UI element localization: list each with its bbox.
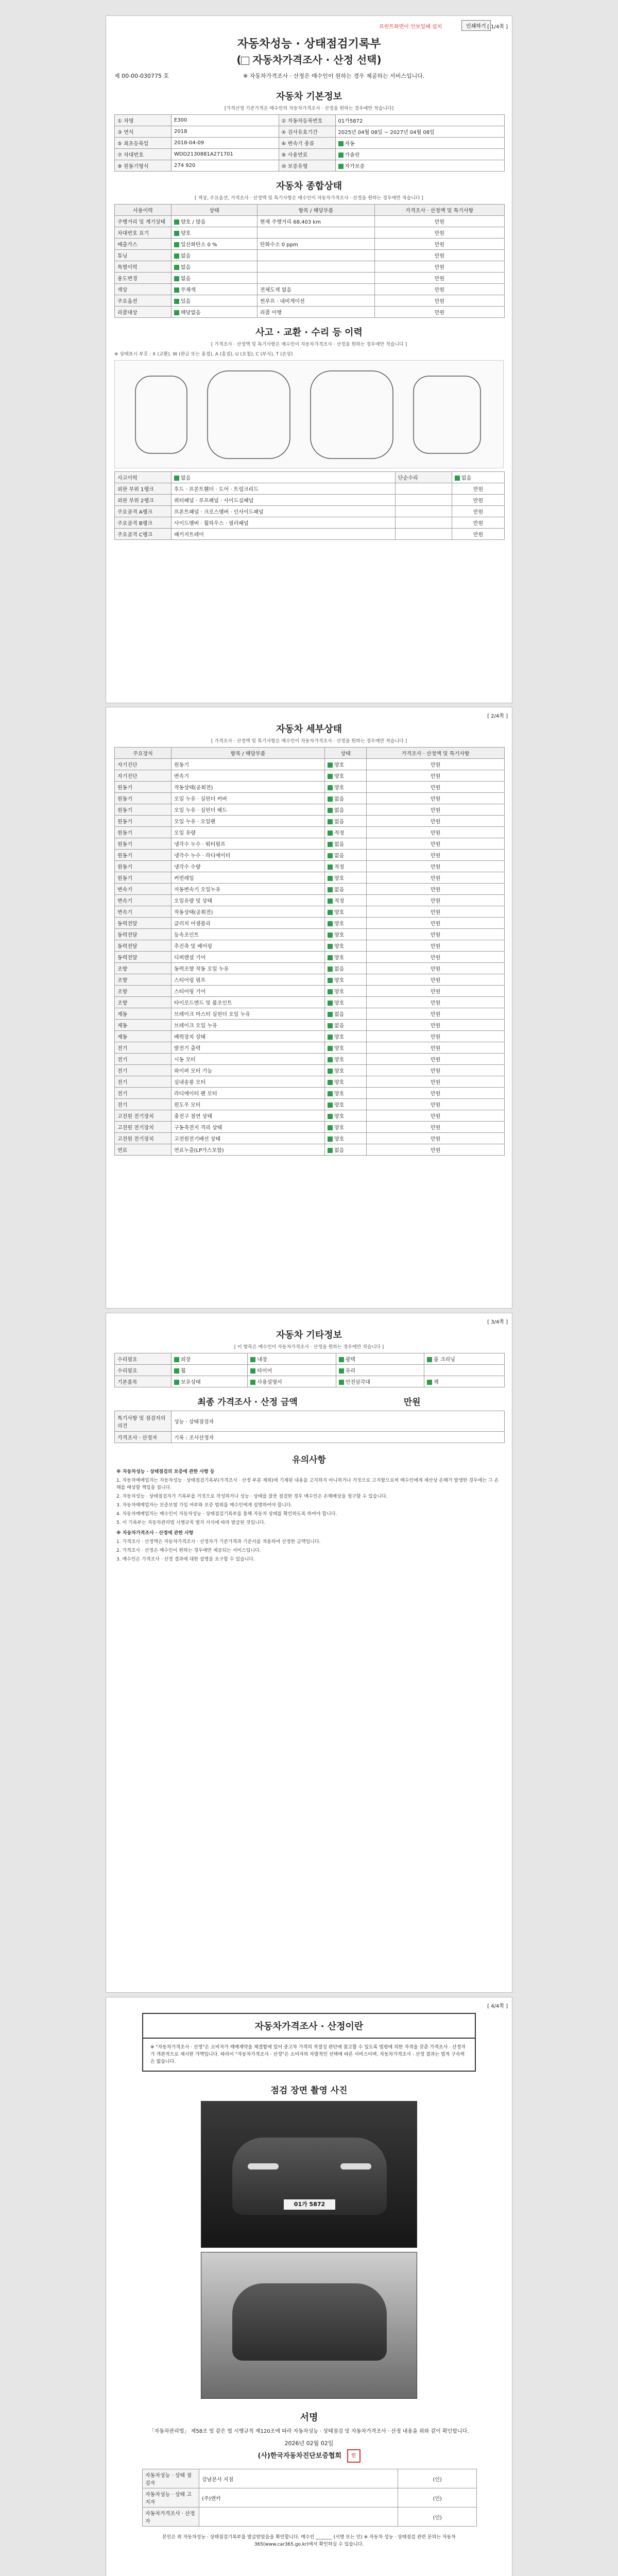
table-row: 연료 연료누출(LP가스포함) 없음 만원 [115,1144,505,1156]
checkbox-checked[interactable] [328,933,333,938]
table-row: 용도변경 없음 만원 [115,273,505,284]
signature-date: 2026년 02월 02일 [284,2440,334,2447]
table-row: 자기진단 변속기 양호 만원 [115,770,505,782]
car-diagram [114,360,504,468]
table-row: ⑨ 원동기형식 274 920 ⑩ 보증유형 자가보증 [115,160,505,172]
notice-item: 2. 자동차성능 · 상태점검자가 기록부를 거짓으로 작성하거나 성능 · 상태를 잘못 점검한 경우 매수인은 손해배상을 청구할 수 있습니다. [116,1494,388,1499]
checkbox-checked[interactable] [339,1380,344,1385]
table-row: 조향 타이로드엔드 및 볼조인트 양호 만원 [115,997,505,1008]
checkbox-checked[interactable] [339,1368,344,1374]
final-price-title: 최종 가격조사 · 산정 금액 만원 [197,1397,421,1408]
page-number: [ 2/4쪽 ] [487,714,508,719]
table-row: 변속기 오일유량 및 상태 적정 만원 [115,895,505,906]
checkbox-checked[interactable] [328,1103,333,1108]
checkbox-checked[interactable] [174,476,179,481]
checkbox-checked[interactable] [174,310,179,315]
car-outline-diagram [115,361,504,468]
checkbox-checked[interactable] [174,299,179,304]
page-number: [ 4/4쪽 ] [487,2004,508,2009]
checkbox-checked[interactable] [338,152,344,158]
checkbox-checked[interactable] [328,1023,333,1028]
table-row: 조향 스티어링 기어 양호 만원 [115,986,505,997]
checkbox-checked[interactable] [328,842,333,847]
other-info-subtitle: [ 이 항목은 매수인이 자동차가격조사 · 산정을 원하는 경우에만 적습니다 ] [234,1345,384,1350]
checkbox-checked[interactable] [174,287,179,293]
table-row: 원동기 커먼레일 양호 만원 [115,872,505,884]
table-row: 주요골격 C랭크 패키지트레이 만원 [115,529,505,540]
checkbox-checked[interactable] [174,1357,179,1362]
car-rear-view [414,376,480,453]
table-row: 외판 부위 1랭크 후드 · 프론트휀더 · 도어 · 트렁크리드 만원 [115,483,505,495]
checkbox-checked[interactable] [174,231,179,236]
checkbox-checked[interactable] [328,819,333,824]
checkbox-checked[interactable] [328,967,333,972]
table-row: 전기 실내송풍 모터 양호 만원 [115,1076,505,1088]
checkbox-checked[interactable] [328,1125,333,1130]
overall-status-title: 자동차 종합상태 [276,181,342,192]
car-front-view [135,376,187,453]
table-row: 주요골격 A랭크 프론트패널 · 크로스멤버 · 인사이드패널 만원 [115,506,505,517]
document-subtitle-text: 자동차가격조사 · 산정 선택 [252,54,377,66]
checkbox-checked[interactable] [328,944,333,949]
checkbox-checked[interactable] [328,831,333,836]
checkbox-checked[interactable] [328,910,333,915]
checkbox-checked[interactable] [174,1368,179,1374]
table-row: 주요골격 B랭크 사이드멤버 · 휠하우스 · 필러패널 만원 [115,517,505,529]
inspection-photo-title: 점검 장면 촬영 사진 [270,2086,348,2096]
document-subtitle: ( 자동차가격조사 · 산정 선택) [236,54,382,66]
final-price-table [114,1411,505,1443]
checkbox-checked[interactable] [250,1368,255,1374]
table-row: 원동기 오일 누유 · 실린더 헤드 없음 만원 [115,804,505,816]
table-row: 자동차성능 · 상태 점검자 강남본사 지점 (인) [143,2469,477,2488]
accident-history-subtitle: [ 가격조사 · 산정액 및 특기사항은 매수인이 자동차가격조사 · 산정을 원하는 경우에만 적습니다 ] [211,342,407,347]
table-row: ⑦ 차대번호 WDD2130881A271701 ⑧ 사용연료 가솔린 [115,149,505,160]
checkbox-checked[interactable] [328,921,333,926]
table-row: 리콜대상 해당없음 리콜 이행 만원 [115,307,505,318]
checkbox-checked[interactable] [328,853,333,858]
table-row: 주요옵션 있음 썬루프 · 내비게이션 만원 [115,295,505,307]
table-row: 고전원 전기장치 고전원전기배선 상태 양호 만원 [115,1133,505,1144]
table-row: 원동기 냉각수 누수 · 라디에이터 없음 만원 [115,850,505,861]
table-row: 배출가스 일산화탄소 0 % 탄화수소 0 ppm 만원 [115,239,505,250]
table-row: 특별이력 없음 만원 [115,261,505,273]
table-row: ⑤ 최초등록일 2018-04-09 ⑥ 변속기 종류 자동 [115,138,505,149]
table-row: 외판 부위 2랭크 쿼터패널 · 루프패널 · 사이드실패널 만원 [115,495,505,506]
signer-table [142,2469,477,2527]
signature-title: 서명 [300,2412,318,2423]
notice-item: 1. 자동차매매업자는 자동차성능 · 상태점검기록부(가격조사 · 산정 부분 제외)에 기재된 내용을 고지하지 아니하거나 거짓으로 고지함으로써 매수인에게 재산상 손해가 발생한 경우에는 그 손해를 배상할 책임을 집니다. [116,1478,499,1490]
table-row: 차대번호 표기 양호 만원 [115,227,505,239]
table-row: 원동기 오일 누유 · 오일팬 없음 만원 [115,816,505,827]
checkbox-checked[interactable] [328,1080,333,1085]
other-info-table [114,1353,505,1387]
checkbox-checked[interactable] [328,955,333,960]
page-number: [ 3/4쪽 ] [487,1319,508,1325]
table-row: 조향 동력조향 작동 오일 누유 없음 만원 [115,963,505,974]
notice-item: 4. 자동차매매업자는 매수인이 자동차성능 · 상태점검기록부를 통해 자동차 상태를 확인하도록 하여야 합니다. [116,1512,337,1517]
signature-organization: (사)한국자동차진단보증협회 인 [106,2449,512,2463]
table-row: 전기 윈도우 모터 양호 만원 [115,1099,505,1110]
table-row: 고전원 전기장치 구동축전지 격리 상태 양호 만원 [115,1122,505,1133]
overall-status-subtitle: [ 색상, 주요옵션, 가격조사 · 산정액 및 특기사항은 매수인이 자동차가격조사 · 산정을 원하는 경우에만 적습니다 ] [195,196,423,201]
checkbox-checked[interactable] [174,265,179,270]
checkbox-checked[interactable] [328,1035,333,1040]
headlamp-right [340,2163,371,2170]
document-number: 제 00-00-030775 호 [114,73,169,79]
table-row: ① 차명 E300 ② 자동차등록번호 01가5872 [115,115,505,126]
notice-item: 3. 자동차매매업자는 보증보험 가입 여부와 보증 범위를 매수인에게 설명하여야 합니다. [116,1503,293,1508]
table-row: 동력전달 추진축 및 베어링 양호 만원 [115,940,505,952]
checkbox-checked[interactable] [174,242,179,247]
checkbox-checked[interactable] [328,865,333,870]
seal-stamp-icon: 인 [347,2449,360,2463]
notice-body [116,1468,502,1563]
table-row: 자기진단 원동기 양호 만원 [115,759,505,770]
table-row: 제동 브레이크 마스터 실린더 오일 누유 없음 만원 [115,1008,505,1020]
table-row: 전기 와이퍼 모터 기능 양호 만원 [115,1065,505,1076]
notice-heading: ※ 자동차성능 · 상태점검의 보증에 관한 사항 등 [116,1469,215,1475]
document-title: 자동차성능 · 상태점검기록부 [237,38,381,50]
table-row: 색상 무채색 전체도색 없음 만원 [115,284,505,295]
table-row: 전기 라디에이터 팬 모터 양호 만원 [115,1088,505,1099]
checkbox-checked[interactable] [174,219,179,225]
table-row: 전기 시동 모터 양호 만원 [115,1054,505,1065]
notice-heading: ※ 자동차가격조사 · 산정에 관한 사항 [116,1531,194,1536]
notice-item: 1. 가격조사 · 산정액은 자동차가격조사 · 산정자가 기준가격과 기준서를 적용하여 산정한 금액입니다. [116,1539,321,1545]
table-row: 동력전달 클러치 어셈블리 양호 만원 [115,918,505,929]
table-header-row: 주요장치 항목 / 해당부품 상태 가격조사 · 산정액 및 특기사항 [115,748,505,759]
car-top-view [311,371,393,459]
table-row: 주행거리 및 계기상태 양호 / 많음 현재 주행거리 68,403 km 만원 [115,216,505,227]
checkbox-checked[interactable] [328,796,333,802]
basic-info-subtitle: [가격산정 기준가격은 매수인의 자동차가격조사 · 산정을 원하는 경우에만 적습니다] [224,106,394,111]
table-row: 원동기 작동상태(공회전) 양호 만원 [115,782,505,793]
table-row: 제동 브레이크 오일 누유 없음 만원 [115,1020,505,1031]
document-notice: ※ 자동차가격조사 · 산정은 매수인이 원하는 경우 제공하는 서비스입니다. [243,73,425,79]
notice-item: 3. 매수인은 가격조사 · 산정 결과에 대한 설명을 요구할 수 있습니다. [116,1557,255,1562]
table-row: 변속기 작동상태(공회전) 양호 만원 [115,906,505,918]
table-row: 특기사항 및 점검자의 의견 성능 · 상태점검자 [115,1411,505,1432]
table-row: 자동차성능 · 상태 고지자 (주)엔카 (인) [143,2488,477,2507]
table-row: 제동 배력장치 상태 양호 만원 [115,1031,505,1042]
checkbox-checked[interactable] [328,899,333,904]
checkbox-checked[interactable] [174,276,179,281]
table-row: 조향 스티어링 펌프 양호 만원 [115,974,505,986]
checkbox-checked[interactable] [328,876,333,881]
checkbox-checked[interactable] [250,1380,255,1385]
checkbox-checked[interactable] [328,808,333,813]
top-bar [106,16,512,35]
table-row: 원동기 냉각수 누수 · 워터펌프 없음 만원 [115,838,505,850]
checkbox-checked[interactable] [328,1091,333,1096]
table-row: 가격조사 · 산정자 기록 : 조사산정자 [115,1432,505,1443]
page-number: [ 1/4쪽 ] [487,24,508,30]
page-3 [106,1313,512,1993]
price-info-box-text: ※ "자동차가격조사 · 산정"은 소비자가 매매계약을 체결함에 있어 중고차 가격의 적절성 판단에 참고할 수 있도록 법령에 의한 자격을 갖춘 가격조사 · 산정자가 객관적으로 제시한 가액입니다. 따라서 "자동차가격조사 · 산정"은 소비자의 자발적인 선택에 따른 서비스이며, 자동차가격조사 · 산정 결과는 법적 구속력은 없습니다. [142,2039,476,2072]
accident-table [114,471,505,540]
table-row: 고전원 전기장치 충전구 절연 상태 양호 만원 [115,1110,505,1122]
checkbox-checked[interactable] [328,1069,333,1074]
checkbox-checked[interactable] [338,141,344,146]
table-row: 원동기 오일 유량 적정 만원 [115,827,505,838]
checkbox-checked[interactable] [328,887,333,892]
other-info-title: 자동차 기타정보 [276,1330,342,1341]
document-meta [114,70,504,82]
license-plate: 01가 5872 [284,2199,335,2210]
checkbox-checked[interactable] [328,774,333,779]
checkbox-checked[interactable] [328,1057,333,1062]
table-row: 튜닝 없음 만원 [115,250,505,261]
table-row: 사고이력 없음 단순수리 없음 [115,472,505,483]
detail-status-subtitle: [ 가격조사 · 산정액 및 특기사항은 매수인이 자동차가격조사 · 산정을 원하는 경우에만 적습니다 ] [211,739,407,744]
basic-info-title: 자동차 기본정보 [276,91,342,102]
checkbox-checked[interactable] [328,978,333,983]
checkbox-checked[interactable] [328,1001,333,1006]
footer-note: 본인은 위 자동차성능 · 상태점검기록부를 발급받았음을 확인합니다. 매수인 _______ (서명 또는 인) ※ 자동차 성능 · 상태점검 관련 문의는 자동차365(www.car365.go.kr)에서 확인하실 수 있습니다. [162,2535,456,2547]
checkbox-checked[interactable] [339,1357,344,1362]
notice-item: 5. 이 기록부는 자동차관리법 시행규칙 별지 서식에 따라 발급된 것입니다. [116,1520,266,1526]
checkbox-checked[interactable] [328,785,333,790]
page-4 [106,1997,512,2576]
checkbox-checked[interactable] [328,1114,333,1119]
table-row: 원동기 오일 누유 · 실린더 커버 없음 만원 [115,793,505,804]
checkbox-checked[interactable] [174,253,179,259]
car-on-lift-shape [232,2283,387,2361]
table-row: 자동차가격조사 · 산정자 (인) [143,2507,477,2527]
table-row: 수리필요 휠 타이어 유리 [115,1365,505,1376]
signature-statement: 「자동차관리법」 제58조 및 같은 법 시행규칙 제120조에 따라 자동차성능 · 상태점검 및 자동차가격조사 · 산정 내용을 위와 같이 확인합니다. [149,2429,469,2434]
page-2 [106,707,512,1309]
checkbox-checked[interactable] [328,762,333,768]
accident-legend: ※ 상태표시 부호 : X (교환), W (판금 또는 용접), A (흠집), U (요철), C (부식), T (손상) [114,352,293,357]
checkbox-checked[interactable] [328,1137,333,1142]
table-row: 동력전달 등속조인트 양호 만원 [115,929,505,940]
table-row: 원동기 냉각수 수량 적정 만원 [115,861,505,872]
notice-item: 2. 가격조사 · 산정은 매수인이 원하는 경우에만 제공되는 서비스입니다. [116,1548,261,1553]
table-row: 변속기 자동변속기 오일누유 없음 만원 [115,884,505,895]
overall-status-table [114,204,505,318]
table-row: 기본품목 보유상태 사용설명서 안전삼각대 잭 [115,1376,505,1387]
price-info-box-title: 자동차가격조사 · 산정이란 [142,2013,476,2039]
detail-status-table [114,747,505,1156]
car-left-side [208,371,290,459]
checkbox-checked[interactable] [174,1380,179,1385]
accident-history-title: 사고 · 교환 · 수리 등 이력 [255,327,363,338]
checkbox-checked[interactable] [338,164,344,169]
table-header-row: 사용이력 상태 항목 / 해당부품 가격조사 · 산정액 및 특기사항 [115,205,505,216]
checkbox-checked[interactable] [328,1046,333,1051]
page-1 [106,15,512,703]
table-row: 수리필요 외장 내장 광택 룸 크리닝 [115,1353,505,1365]
checkbox-checked[interactable] [328,989,333,994]
basic-info-table [114,114,505,172]
detail-status-title: 자동차 세부상태 [276,724,342,735]
checkbox-checked[interactable] [455,476,460,481]
table-row: ③ 연식 2018 ④ 검사유효기간 2025년 04월 08일 ~ 2027년 04월 08일 [115,126,505,138]
price-option-checkbox[interactable] [241,57,249,65]
table-row: 전기 발전기 출력 양호 만원 [115,1042,505,1054]
headlamp-left [248,2163,279,2170]
checkbox-checked[interactable] [328,1012,333,1017]
table-row: 동력전달 디퍼렌셜 기어 양호 만원 [115,952,505,963]
inspection-photo-front [201,2101,417,2248]
notice-title: 유의사항 [292,1455,326,1465]
inspection-photo-lift [201,2252,417,2399]
checkbox-checked[interactable] [427,1357,432,1362]
print-button[interactable]: 인쇄하기 [461,20,491,31]
checkbox-checked[interactable] [250,1357,255,1362]
install-note-link[interactable]: 프린트화면이 안보일때 설치 [379,24,442,30]
checkbox-checked[interactable] [427,1380,432,1385]
checkbox-checked[interactable] [328,1148,333,1153]
